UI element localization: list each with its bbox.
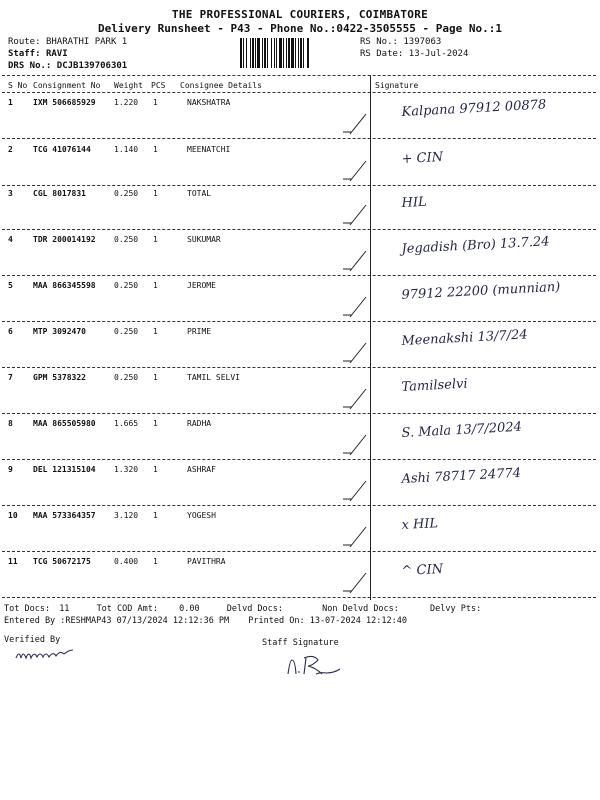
- cell-sno: 6: [8, 327, 13, 336]
- cell-consignee: TAMIL SELVI: [187, 373, 240, 382]
- col-header-consignee: Consignee Details: [180, 81, 262, 90]
- cell-pcs: 1: [153, 557, 158, 566]
- totals-line: [4, 604, 600, 614]
- cell-pcs: 1: [153, 189, 158, 198]
- delivery-tick-mark: [340, 339, 370, 365]
- delivery-tick-mark: [340, 247, 370, 273]
- tot-docs-value: 11: [59, 604, 70, 614]
- table-top-rule: [2, 75, 596, 76]
- cell-consignment-no: MAA 865505980: [33, 419, 96, 428]
- cell-consignment-no: DEL 121315104: [33, 465, 96, 474]
- delivery-tick-mark: [340, 385, 370, 411]
- cell-pcs: 1: [153, 419, 158, 428]
- cell-sno: 10: [8, 511, 18, 520]
- cod-label: Tot COD Amt:: [96, 604, 158, 614]
- cell-consignment-no: MTP 3092470: [33, 327, 86, 336]
- cell-consignee: PAVITHRA: [187, 557, 226, 566]
- verified-by-label: Verified By: [4, 635, 61, 645]
- cell-pcs: 1: [153, 465, 158, 474]
- cell-sno: 5: [8, 281, 13, 290]
- handwritten-signature: 97912 22200 (munnian): [401, 279, 561, 304]
- cell-consignment-no: MAA 866345598: [33, 281, 96, 290]
- cell-consignee: NAKSHATRA: [187, 98, 231, 107]
- col-header-sno: S No: [8, 81, 28, 90]
- cell-consignment-no: TDR 200014192: [33, 235, 96, 244]
- handwritten-signature: S. Mala 13/7/2024: [401, 419, 523, 442]
- cell-sno: 2: [8, 145, 13, 154]
- delvy-pts-label: Delvy Pts:: [430, 604, 482, 614]
- table-header-rule: [2, 92, 596, 93]
- route-label: Route:: [8, 37, 41, 47]
- staff-value: RAVI: [45, 49, 68, 59]
- rs-no-label: RS No.:: [360, 37, 398, 47]
- delivery-tick-mark: [340, 110, 370, 136]
- cell-consignee: PRIME: [187, 327, 212, 336]
- row-separator: [2, 275, 596, 276]
- cell-consignment-no: CGL 8017831: [33, 189, 86, 198]
- entered-by: [4, 616, 407, 626]
- staff-signature-label: Staff Signature: [262, 638, 339, 648]
- row-separator: [2, 367, 596, 368]
- cell-weight: 3.120: [114, 511, 139, 520]
- cell-weight: 1.220: [114, 98, 139, 107]
- handwritten-signature: Tamilselvi: [401, 376, 468, 396]
- non-delvd-docs-label: Non Delvd Docs:: [322, 604, 399, 614]
- rs-date-value: 13-Jul-2024: [408, 49, 469, 59]
- col-header-pcs: PCS: [151, 81, 166, 90]
- drs-value: DCJB139706301: [56, 61, 128, 71]
- drs-label: DRS No.:: [8, 61, 52, 71]
- staff-signature-mark: [280, 652, 350, 678]
- handwritten-signature: Kalpana 97912 00878: [401, 97, 547, 121]
- handwritten-signature: Jegadish (Bro) 13.7.24: [401, 234, 550, 258]
- cell-weight: 1.320: [114, 465, 139, 474]
- cod-value: 0.00: [179, 604, 200, 614]
- company-name: THE PROFESSIONAL COURIERS, COIMBATORE: [171, 8, 429, 21]
- cell-pcs: 1: [153, 235, 158, 244]
- tot-docs-label: Tot Docs:: [4, 604, 51, 614]
- drs-line: [8, 61, 127, 71]
- rs-no-line: [360, 37, 441, 47]
- staff-line: [8, 49, 68, 59]
- cell-weight: 1.140: [114, 145, 139, 154]
- cell-consignment-no: MAA 573364357: [33, 511, 96, 520]
- col-header-signature: Signature: [375, 81, 419, 90]
- row-separator: [2, 551, 596, 552]
- handwritten-signature: Meenakshi 13/7/24: [401, 327, 528, 350]
- cell-pcs: 1: [153, 281, 158, 290]
- cell-consignee: RADHA: [187, 419, 212, 428]
- delivery-tick-mark: [340, 157, 370, 183]
- delivery-tick-mark: [340, 201, 370, 227]
- cell-consignee: YOGESH: [187, 511, 216, 520]
- row-separator: [2, 505, 596, 506]
- cell-sno: 7: [8, 373, 13, 382]
- runsheet-title: Delivery Runsheet - P43 - Phone No.:0422-3505555 - Page No.:1: [98, 22, 502, 35]
- cell-pcs: 1: [153, 145, 158, 154]
- handwritten-signature: HIL: [401, 194, 428, 212]
- staff-label: Staff:: [8, 49, 41, 59]
- cell-sno: 11: [8, 557, 18, 566]
- rs-date-label: RS Date:: [360, 49, 404, 59]
- cell-weight: 0.250: [114, 235, 139, 244]
- handwritten-signature: x HIL: [401, 516, 439, 534]
- barcode: [240, 38, 352, 68]
- cell-weight: 0.250: [114, 373, 139, 382]
- cell-sno: 3: [8, 189, 13, 198]
- cell-weight: 0.250: [114, 327, 139, 336]
- cell-consignment-no: IXM 506685929: [33, 98, 96, 107]
- route-value: BHARATHI PARK 1: [45, 37, 128, 47]
- cell-consignee: ASHRAF: [187, 465, 216, 474]
- verifier-signature-mark: [12, 644, 122, 666]
- cell-pcs: 1: [153, 511, 158, 520]
- cell-consignee: MEENATCHI: [187, 145, 231, 154]
- cell-consignment-no: TCG 41076144: [33, 145, 91, 154]
- handwritten-signature: Ashi 78717 24774: [401, 465, 522, 488]
- cell-weight: 0.400: [114, 557, 139, 566]
- cell-consignee: JEROME: [187, 281, 216, 290]
- delivery-tick-mark: [340, 431, 370, 457]
- cell-weight: 0.250: [114, 189, 139, 198]
- cell-pcs: 1: [153, 98, 158, 107]
- cell-sno: 1: [8, 98, 13, 107]
- rs-date-line: [360, 49, 468, 59]
- row-separator: [2, 229, 596, 230]
- cell-sno: 9: [8, 465, 13, 474]
- delivery-tick-mark: [340, 477, 370, 503]
- cell-consignment-no: TCG 50672175: [33, 557, 91, 566]
- row-separator: [2, 413, 596, 414]
- handwritten-signature: ^ CIN: [401, 561, 444, 580]
- cell-consignee: TOTAL: [187, 189, 212, 198]
- cell-weight: 0.250: [114, 281, 139, 290]
- col-header-consignment: Consignment No: [33, 81, 101, 90]
- delivery-tick-mark: [340, 293, 370, 319]
- delivery-tick-mark: [340, 523, 370, 549]
- row-separator: [2, 321, 596, 322]
- printed-on-text: Printed On: 13-07-2024 12:12:40: [248, 616, 407, 626]
- col-header-weight: Weight: [114, 81, 143, 90]
- cell-pcs: 1: [153, 327, 158, 336]
- cell-pcs: 1: [153, 373, 158, 382]
- cell-weight: 1.665: [114, 419, 139, 428]
- route-line: [8, 37, 127, 47]
- delivery-tick-mark: [340, 569, 370, 595]
- cell-consignee: SUKUMAR: [187, 235, 221, 244]
- row-separator: [2, 185, 596, 186]
- entered-by-text: Entered By :RESHMAP43 07/13/2024 12:12:36 PM: [4, 616, 230, 626]
- cell-sno: 4: [8, 235, 13, 244]
- row-separator: [2, 597, 596, 598]
- cell-sno: 8: [8, 419, 13, 428]
- delvd-docs-label: Delvd Docs:: [226, 604, 284, 614]
- handwritten-signature: + CIN: [401, 149, 444, 168]
- row-separator: [2, 459, 596, 460]
- row-separator: [2, 138, 596, 139]
- cell-consignment-no: GPM 5378322: [33, 373, 86, 382]
- rs-no-value: 1397063: [403, 37, 442, 47]
